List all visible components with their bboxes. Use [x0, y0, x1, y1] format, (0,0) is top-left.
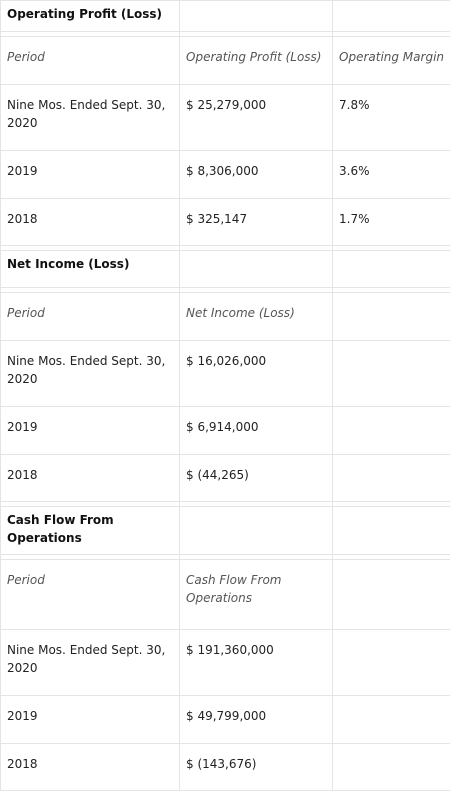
margin-cell: 7.8% [333, 85, 450, 151]
section-header-row [1, 507, 450, 555]
section-title: Net Income (Loss) [1, 251, 180, 288]
value-cell: $ (44,265) [180, 455, 333, 502]
value-cell: $ 191,360,000 [180, 630, 333, 696]
table-row [1, 199, 450, 246]
section-header-row [1, 251, 450, 288]
empty-cell [180, 251, 333, 288]
column-header-value: Net Income (Loss) [180, 293, 333, 341]
column-header-value: Operating Profit (Loss) [180, 37, 333, 85]
table-row [1, 407, 450, 455]
margin-cell: 1.7% [333, 199, 450, 246]
margin-cell [333, 341, 450, 407]
column-header-row [1, 293, 450, 341]
margin-cell [333, 407, 450, 455]
table-row [1, 341, 450, 407]
empty-cell [333, 251, 450, 288]
column-header-margin [333, 560, 450, 630]
table-row [1, 630, 450, 696]
column-header-row [1, 560, 450, 630]
table-row [1, 696, 450, 744]
period-cell: 2018 [1, 455, 180, 502]
margin-cell [333, 744, 450, 791]
value-cell: $ 16,026,000 [180, 341, 333, 407]
column-header-period: Period [1, 37, 180, 85]
empty-cell [333, 507, 450, 555]
column-header-value: Cash Flow From Operations [180, 560, 333, 630]
period-cell: 2018 [1, 199, 180, 246]
period-cell: Nine Mos. Ended Sept. 30, 2020 [1, 341, 180, 407]
value-cell: $ 325,147 [180, 199, 333, 246]
period-cell: Nine Mos. Ended Sept. 30, 2020 [1, 85, 180, 151]
margin-cell [333, 455, 450, 502]
empty-cell [333, 1, 450, 32]
table-row [1, 151, 450, 199]
period-cell: 2018 [1, 744, 180, 791]
period-cell: 2019 [1, 407, 180, 455]
empty-cell [180, 1, 333, 32]
column-header-margin: Operating Margin [333, 37, 450, 85]
value-cell: $ 8,306,000 [180, 151, 333, 199]
period-cell: 2019 [1, 151, 180, 199]
table-row [1, 455, 450, 502]
section-title: Cash Flow From Operations [1, 507, 180, 555]
value-cell: $ 25,279,000 [180, 85, 333, 151]
value-cell: $ 6,914,000 [180, 407, 333, 455]
column-header-margin [333, 293, 450, 341]
value-cell: $ 49,799,000 [180, 696, 333, 744]
section-header-row [1, 1, 450, 32]
period-cell: Nine Mos. Ended Sept. 30, 2020 [1, 630, 180, 696]
column-header-period: Period [1, 293, 180, 341]
column-header-row [1, 37, 450, 85]
margin-cell: 3.6% [333, 151, 450, 199]
margin-cell [333, 630, 450, 696]
period-cell: 2019 [1, 696, 180, 744]
table-row [1, 744, 450, 791]
empty-cell [180, 507, 333, 555]
table-row [1, 85, 450, 151]
margin-cell [333, 696, 450, 744]
value-cell: $ (143,676) [180, 744, 333, 791]
section-title: Operating Profit (Loss) [1, 1, 180, 32]
column-header-period: Period [1, 560, 180, 630]
